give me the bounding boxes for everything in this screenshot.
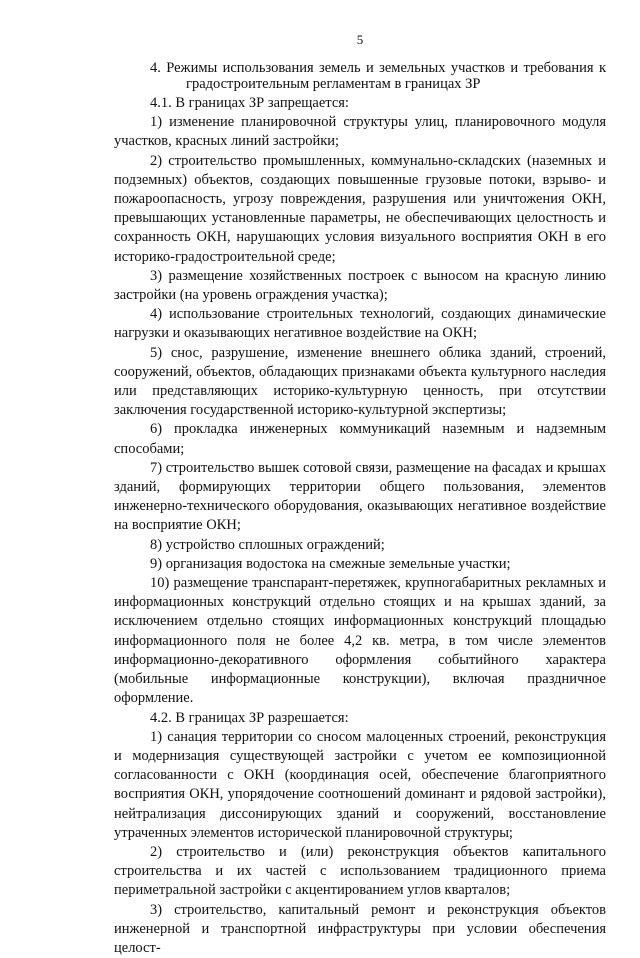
subsection-title-4-1: 4.1. В границах ЗР запрещается:: [150, 95, 349, 111]
paragraph-item: 6) прокладка инженерных коммуникаций наземным и надземным способами;: [114, 421, 606, 457]
paragraph-item: 4) использование строительных технологий, создающих динамические нагрузки и оказывающих негативное воздействие на ОКН;: [114, 306, 606, 342]
paragraph-item: 1) санация территории со сносом малоценных строений, реконструкция и модернизация существующей застройки с учетом ее композиционной согласованности с ОКН (координация осей, обеспечение благоприятного восприятия ОКН, упорядочение соотношений доминант и рядовой застройки), нейтрализация диссонирующих зданий и сооружений, восстановление утраченных элементов исторической планировочной структуры;: [114, 728, 606, 841]
paragraph-item: 2) строительство и (или) реконструкция объектов капитального строительства и их частей с использованием традиционного приема периметральной застройки с акцентированием углов кварталов;: [114, 843, 606, 899]
paragraph-item: 9) организация водостока на смежные земельные участки;: [150, 555, 511, 572]
section-heading-line-2: градостроительным регламентам в границах ЗР: [186, 76, 481, 92]
section-heading: [114, 60, 606, 92]
paragraph-item: 1) изменение планировочной структуры улиц, планировочного модуля участков, красных линий застройки;: [114, 114, 606, 150]
paragraph-item: 3) размещение хозяйственных построек с выносом на красную линию застройки (на уровень ограждения участка);: [114, 267, 606, 304]
paragraph-item: 5) снос, разрушение, изменение внешнего облика зданий, строений, сооружений, объектов, обладающих признаками объекта культурного наследия или представляющих историко-культурную ценность, при отсутствии заключения государственной историко-культурной экспертизы;: [114, 344, 606, 419]
paragraph-item: 3) строительство, капитальный ремонт и реконструкция объектов инженерной и транспортной инфраструктуры при условии обеспечения целост-: [114, 901, 606, 956]
paragraph-item: 8) устройство сплошных ограждений;: [150, 536, 385, 553]
paragraph-item: 10) размещение транспарант-перетяжек, крупногабаритных рекламных и информационных конструкций отдельно стоящих и на крышах зданий, за исключением отдельно стоящих информационных конструкций площадью информационного поля не более 4,2 кв. метра, в том числе элементов информационно-декоративного оформления событийного характера (мобильные информационные конструкции), включая праздничное оформление.: [114, 575, 606, 707]
subsection-title-4-2: 4.2. В границах ЗР разрешается:: [150, 709, 349, 726]
paragraph-item: 2) строительство промышленных, коммунально-складских (наземных и подземных) объектов, создающих повышенные грузовые потоки, взрыво- и пожароопасность, угрозу повреждения, разрушения или уничтожения ОКН, превышающих установленные параметры, не обеспечивающих целостность и сохранность ОКН, нарушающих условия визуального восприятия ОКН в его историко-градостроительной среде;: [114, 152, 606, 265]
paragraph-item: 7) строительство вышек сотовой связи, размещение на фасадах и крышах зданий, формирующих территории общего пользования, элементов инженерно-технического оборудования, оказывающих негативное воздействие на восприятие ОКН;: [114, 459, 606, 534]
page-number: 5: [356, 32, 364, 47]
section-heading-line-1: 4. Режимы использования земель и земельных участков и требования к: [150, 60, 606, 76]
